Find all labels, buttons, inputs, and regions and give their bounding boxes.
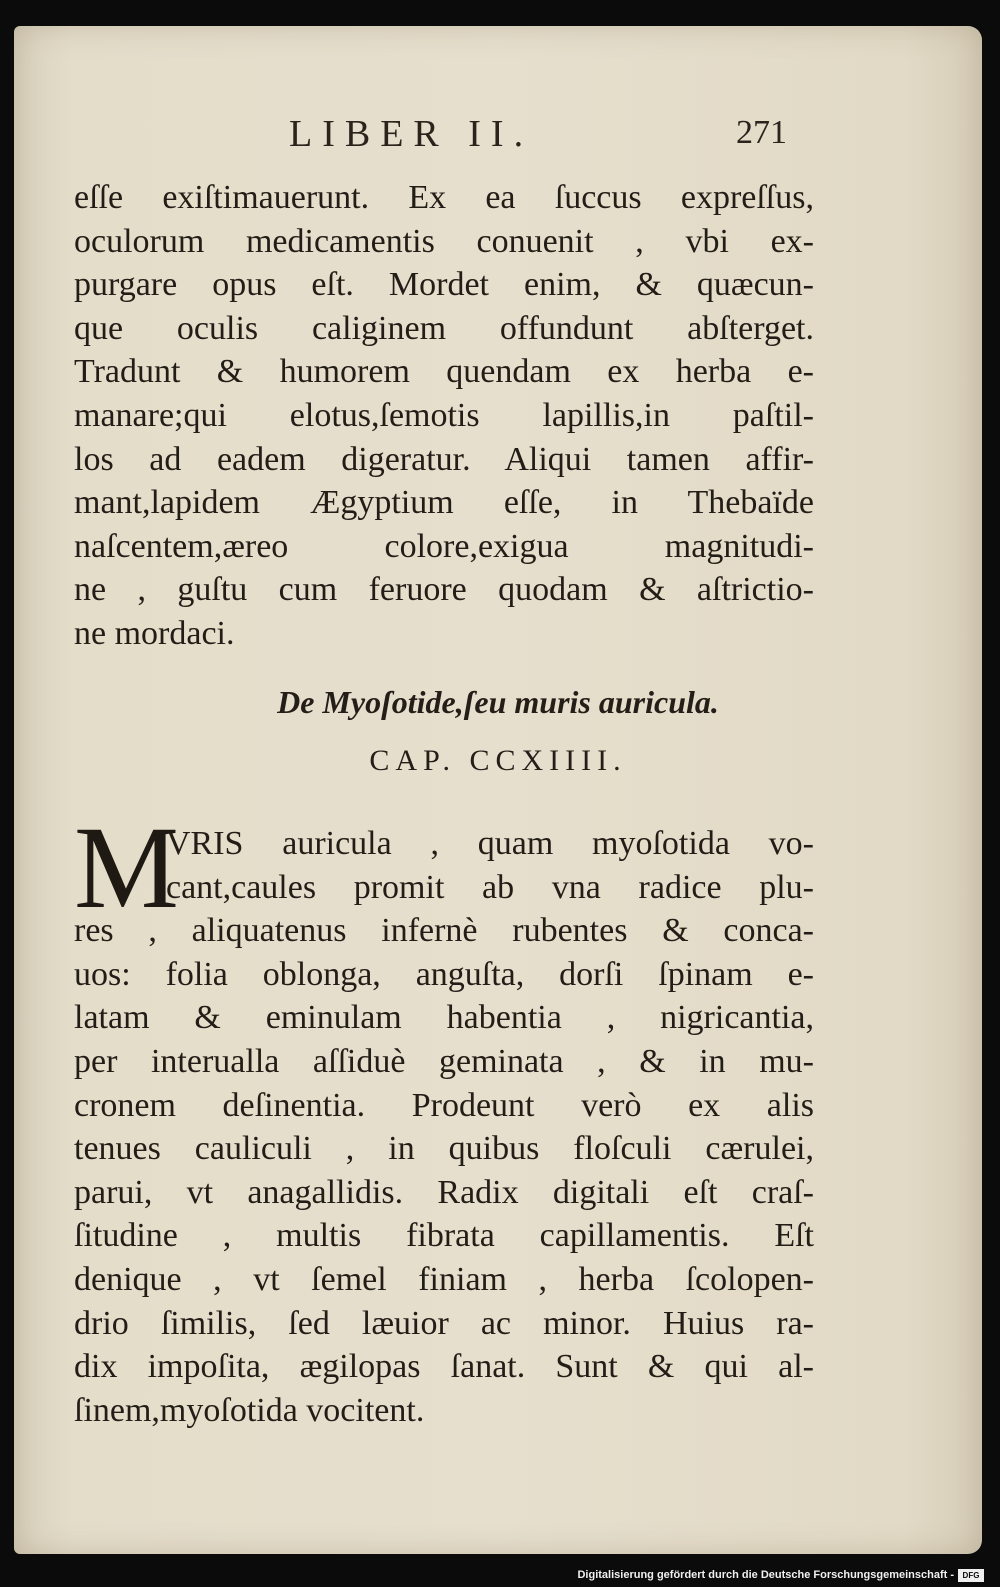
- text-line: ne mordaci.: [74, 614, 235, 652]
- text-line: per interualla aſſiduè geminata , & in mu-: [74, 1042, 814, 1080]
- chapter-title: De Myoſotide,ſeu muris auricula.: [277, 684, 719, 720]
- chapter-number: CAP. CCXIIII.: [369, 744, 627, 777]
- text-line: res , aliquatenus infernè rubentes & conca-: [74, 912, 814, 950]
- text-line: cant,caules promit ab vna radice plu-: [166, 868, 814, 906]
- text-line: purgare opus eſt. Mordet enim, & quæcun-: [74, 266, 814, 304]
- text-line: dix impoſita, ægilopas ſanat. Sunt & qui al-: [74, 1348, 814, 1386]
- text-line: latam & eminulam habentia , nigricantia,: [74, 999, 814, 1037]
- digitization-credit: Digitalisierung gefördert durch die Deutsche Forschungsgemeinschaft -: [577, 1569, 954, 1581]
- dfg-logo-icon: DFG: [958, 1569, 984, 1582]
- text-line: ſinem,myoſotida vocitent.: [74, 1391, 425, 1429]
- text-line: VRIS auricula , quam myoſotida vo-: [166, 825, 814, 862]
- text-line: cronem deſinentia. Prodeunt verò ex alis: [74, 1086, 814, 1124]
- page-number: 271: [736, 114, 787, 151]
- text-line: ne , guſtu cum feruore quodam & aſtrictio-: [74, 571, 814, 609]
- text-line: tenues cauliculi , in quibus floſculi cærulei,: [74, 1130, 814, 1168]
- text-line: uos: folia oblonga, anguſta, dorſi ſpinam e-: [74, 955, 814, 993]
- text-line: ſitudine , multis fibrata capillamentis. Eſt: [74, 1217, 814, 1255]
- book-page: [14, 26, 982, 1554]
- continuation-text: [74, 176, 814, 656]
- text-line: oculorum medicamentis conuenit , vbi ex-: [74, 222, 814, 260]
- chapter-text: [74, 802, 814, 1432]
- text-line: denique , vt ſemel finiam , herba ſcolopen-: [74, 1260, 814, 1298]
- text-line: que oculis caliginem offundunt abſterget.: [74, 309, 814, 347]
- text-line: Tradunt & humorem quendam ex herba e-: [74, 353, 814, 391]
- text-line: mant,lapidem Ægyptium eſſe, in Thebaïde: [74, 484, 814, 522]
- page-header: [14, 112, 982, 156]
- text-line: eſſe exiſtimauerunt. Ex ea ſuccus expreſſus,: [74, 179, 814, 216]
- text-line: drio ſimilis, ſed læuior ac minor. Huius ra-: [74, 1304, 814, 1342]
- drop-cap: M: [74, 802, 179, 933]
- text-line: manare;qui elotus,ſemotis lapillis,in paſtil-: [74, 396, 814, 434]
- text-line: los ad eadem digeratur. Aliqui tamen affir-: [74, 440, 814, 478]
- text-line: parui, vt anagallidis. Radix digitali eſt craſ-: [74, 1173, 814, 1211]
- text-line: naſcentem,æreo colore,exigua magnitudi-: [74, 527, 814, 565]
- running-head: LIBER II.: [289, 113, 534, 155]
